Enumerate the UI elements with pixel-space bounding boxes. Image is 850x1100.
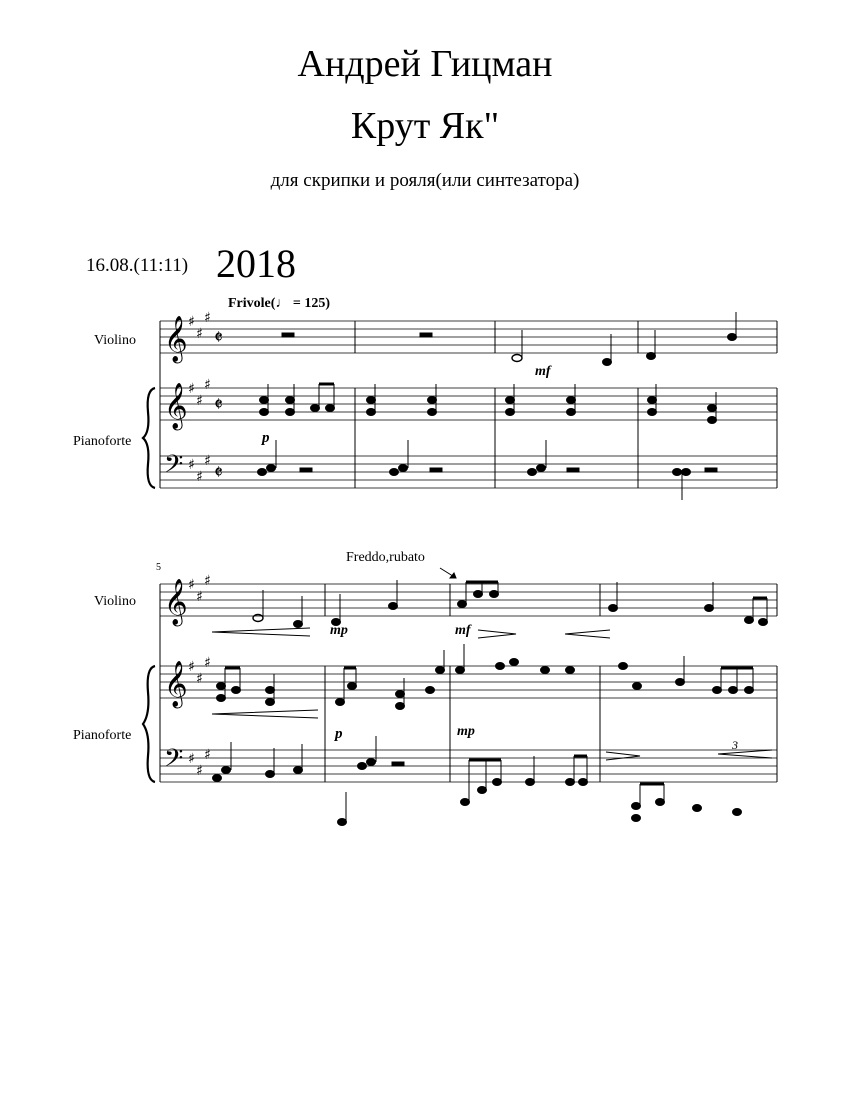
svg-text:𝄞: 𝄞 [164, 383, 188, 429]
dynamic-mf-violin-2: mf [455, 623, 471, 638]
svg-text:♯: ♯ [188, 381, 195, 397]
dynamic-mp-violin-2: mp [330, 623, 348, 638]
svg-text:𝄵: 𝄵 [214, 392, 223, 416]
composer-name: Андрей Гицман [297, 43, 553, 85]
key-signatures [188, 310, 211, 779]
svg-text:𝄵: 𝄵 [214, 460, 223, 484]
svg-text:♯: ♯ [188, 314, 195, 330]
piece-title: Крут Як" [350, 105, 500, 147]
dynamic-mp-piano-2: mp [457, 724, 475, 739]
svg-text:𝄢: 𝄢 [164, 744, 184, 779]
dynamic-mf-violin-1: mf [535, 364, 551, 379]
svg-text:♯: ♯ [188, 577, 195, 593]
svg-text:♯: ♯ [196, 469, 203, 485]
piano-bass-notes-system-1 [258, 440, 718, 500]
violin-notes-system-2 [253, 580, 768, 628]
svg-text:♯: ♯ [204, 377, 211, 393]
piano-brace [143, 388, 155, 782]
hairpins [212, 628, 772, 760]
svg-text:♯: ♯ [196, 763, 203, 779]
piece-subtitle: для скрипки и рояля(или синтезатора) [270, 170, 580, 191]
svg-text:♯: ♯ [204, 655, 211, 671]
time-signatures [214, 325, 223, 484]
svg-text:♯: ♯ [196, 671, 203, 687]
svg-text:♯: ♯ [204, 453, 211, 469]
svg-text:♯: ♯ [188, 457, 195, 473]
svg-text:♯: ♯ [196, 326, 203, 342]
quarter-note-icon: ♩ [275, 296, 290, 311]
svg-text:♯: ♯ [204, 310, 211, 326]
piano-bass-notes-system-2 [213, 736, 742, 826]
svg-text:♯: ♯ [188, 659, 195, 675]
violin-label-system-1: Violino [94, 333, 136, 348]
triplet-marker: 3 [732, 738, 738, 752]
tempo-label: Frivole( [228, 296, 276, 311]
composition-date: 16.08.(11:11) [86, 255, 189, 276]
dynamic-p-piano-1: p [262, 430, 270, 446]
piano-label-system-1: Pianoforte [73, 434, 132, 449]
svg-text:♯: ♯ [188, 751, 195, 767]
svg-text:♯: ♯ [196, 589, 203, 605]
svg-text:𝄢: 𝄢 [164, 450, 184, 485]
clefs [164, 316, 188, 779]
piano-treble-notes-system-2 [217, 644, 754, 710]
svg-text:𝄞: 𝄞 [164, 661, 188, 707]
dynamic-p-piano-2: p [335, 726, 343, 742]
svg-text:♯: ♯ [204, 747, 211, 763]
svg-text:𝄞: 𝄞 [164, 316, 188, 362]
expression-arrow [440, 568, 456, 578]
expression-text: Freddo,rubato [346, 550, 425, 565]
piano-label-system-2: Pianoforte [73, 728, 132, 743]
svg-text:𝄵: 𝄵 [214, 325, 223, 349]
svg-text:𝄞: 𝄞 [164, 579, 188, 625]
svg-text:♯: ♯ [196, 393, 203, 409]
violin-label-system-2: Violino [94, 594, 136, 609]
tempo-value: = 125) [289, 296, 331, 311]
measure-number: 5 [156, 562, 161, 573]
composition-year: 2018 [216, 241, 296, 286]
violin-notes-system-1 [282, 312, 737, 366]
svg-text:♯: ♯ [204, 573, 211, 589]
